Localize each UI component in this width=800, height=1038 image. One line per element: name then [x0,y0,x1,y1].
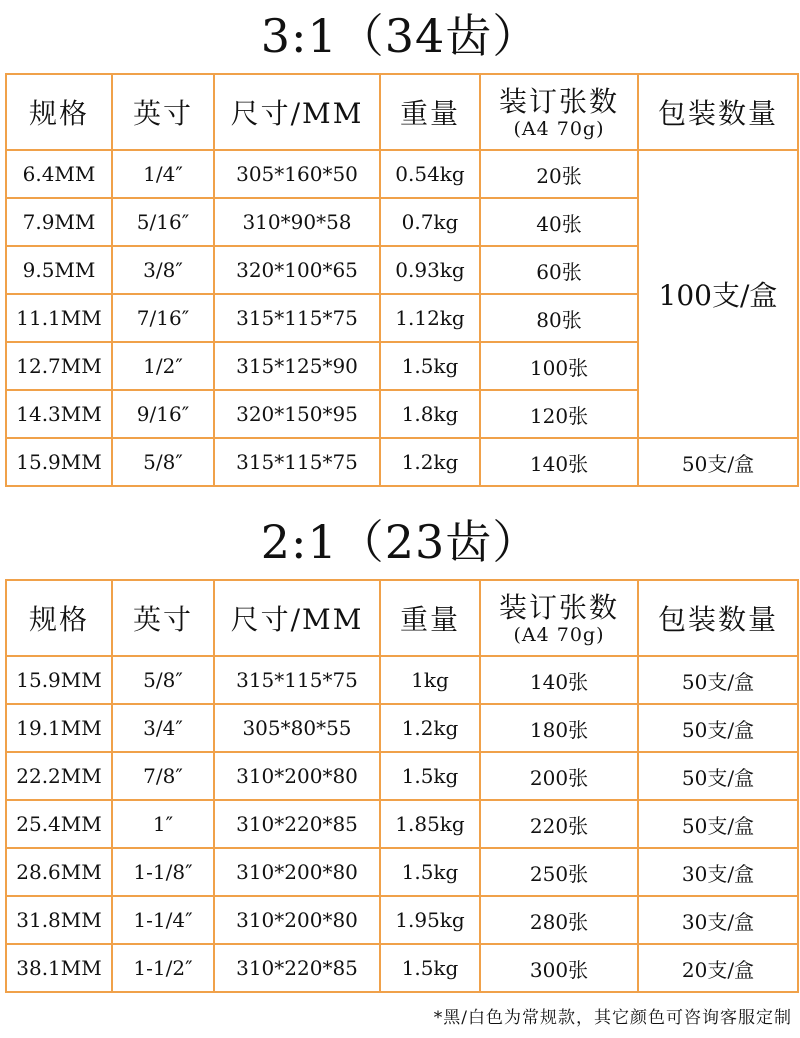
header-binding-label: 装订张数 [498,591,619,624]
cell-inch: 1-1/4″ [112,896,214,944]
cell-spec: 38.1MM [6,944,112,992]
cell-pack: 50支/盒 [638,752,798,800]
cell-spec: 6.4MM [6,150,112,198]
cell-binding: 200张 [480,752,638,800]
cell-size: 315*115*75 [214,438,380,486]
cell-binding: 140张 [480,438,638,486]
cell-spec: 14.3MM [6,390,112,438]
table-row [6,944,798,992]
table-row [6,704,798,752]
table-row [6,438,798,486]
cell-size: 305*160*50 [214,150,380,198]
cell-pack: 50支/盒 [638,800,798,848]
cell-size: 305*80*55 [214,704,380,752]
header-binding-label: 装订张数 [498,85,619,118]
cell-binding: 250张 [480,848,638,896]
table-row [6,848,798,896]
cell-inch: 1/2″ [112,342,214,390]
header-binding [480,580,638,656]
cell-binding: 60张 [480,246,638,294]
table-header-row [6,580,798,656]
cell-pack: 50支/盒 [638,704,798,752]
cell-spec: 25.4MM [6,800,112,848]
cell-weight: 1.5kg [380,342,480,390]
cell-weight: 1.2kg [380,438,480,486]
cell-weight: 1.2kg [380,704,480,752]
header-inch: 英寸 [112,74,214,150]
header-pack: 包装数量 [638,74,798,150]
cell-weight: 0.54kg [380,150,480,198]
cell-weight: 1.8kg [380,390,480,438]
header-spec: 规格 [6,580,112,656]
cell-size: 310*90*58 [214,198,380,246]
cell-size: 310*200*80 [214,896,380,944]
table-header-row [6,74,798,150]
table-row [6,896,798,944]
cell-inch: 3/8″ [112,246,214,294]
cell-inch: 7/16″ [112,294,214,342]
cell-spec: 19.1MM [6,704,112,752]
cell-size: 320*100*65 [214,246,380,294]
header-size: 尺寸/MM [214,74,380,150]
header-binding-sub: (A4 70g) [513,118,605,140]
cell-pack: 30支/盒 [638,896,798,944]
table-row [6,800,798,848]
cell-weight: 1.95kg [380,896,480,944]
cell-binding: 120张 [480,390,638,438]
cell-binding: 40张 [480,198,638,246]
cell-binding: 280张 [480,896,638,944]
cell-inch: 1-1/8″ [112,848,214,896]
cell-size: 315*115*75 [214,656,380,704]
cell-spec: 15.9MM [6,656,112,704]
cell-inch: 1/4″ [112,150,214,198]
cell-weight: 1.5kg [380,848,480,896]
footnote: *黑/白色为常规款，其它颜色可咨询客服定制 [433,1008,792,1028]
cell-binding: 300张 [480,944,638,992]
cell-weight: 0.7kg [380,198,480,246]
header-binding [480,74,638,150]
cell-weight: 1.5kg [380,752,480,800]
section-title-3-1: 3:1（34齿） [260,9,540,63]
header-size: 尺寸/MM [214,580,380,656]
cell-spec: 31.8MM [6,896,112,944]
header-pack: 包装数量 [638,580,798,656]
cell-pack-merged: 100支/盒 [638,150,798,438]
cell-binding: 100张 [480,342,638,390]
header-binding-sub: (A4 70g) [513,624,605,646]
header-spec: 规格 [6,74,112,150]
cell-weight: 0.93kg [380,246,480,294]
cell-weight: 1kg [380,656,480,704]
cell-weight: 1.85kg [380,800,480,848]
cell-spec: 15.9MM [6,438,112,486]
cell-binding: 140张 [480,656,638,704]
header-weight: 重量 [380,580,480,656]
header-weight: 重量 [380,74,480,150]
cell-inch: 1-1/2″ [112,944,214,992]
cell-size: 315*125*90 [214,342,380,390]
cell-size: 310*220*85 [214,800,380,848]
cell-inch: 1″ [112,800,214,848]
table-row [6,150,798,198]
cell-spec: 9.5MM [6,246,112,294]
table-row [6,656,798,704]
cell-inch: 7/8″ [112,752,214,800]
cell-pack: 30支/盒 [638,848,798,896]
cell-binding: 20张 [480,150,638,198]
cell-inch: 9/16″ [112,390,214,438]
cell-inch: 3/4″ [112,704,214,752]
header-inch: 英寸 [112,580,214,656]
section-title-2-1: 2:1（23齿） [260,515,540,569]
cell-inch: 5/16″ [112,198,214,246]
cell-spec: 7.9MM [6,198,112,246]
cell-weight: 1.5kg [380,944,480,992]
cell-spec: 11.1MM [6,294,112,342]
cell-binding: 180张 [480,704,638,752]
table-row [6,752,798,800]
cell-weight: 1.12kg [380,294,480,342]
cell-size: 320*150*95 [214,390,380,438]
cell-inch: 5/8″ [112,656,214,704]
spec-table-2-1 [5,579,799,993]
spec-table-3-1 [5,73,799,487]
cell-size: 310*200*80 [214,752,380,800]
cell-inch: 5/8″ [112,438,214,486]
cell-binding: 80张 [480,294,638,342]
cell-binding: 220张 [480,800,638,848]
cell-pack: 20支/盒 [638,944,798,992]
cell-size: 315*115*75 [214,294,380,342]
cell-size: 310*200*80 [214,848,380,896]
cell-pack: 50支/盒 [638,438,798,486]
cell-size: 310*220*85 [214,944,380,992]
cell-spec: 12.7MM [6,342,112,390]
cell-spec: 28.6MM [6,848,112,896]
cell-spec: 22.2MM [6,752,112,800]
cell-pack: 50支/盒 [638,656,798,704]
